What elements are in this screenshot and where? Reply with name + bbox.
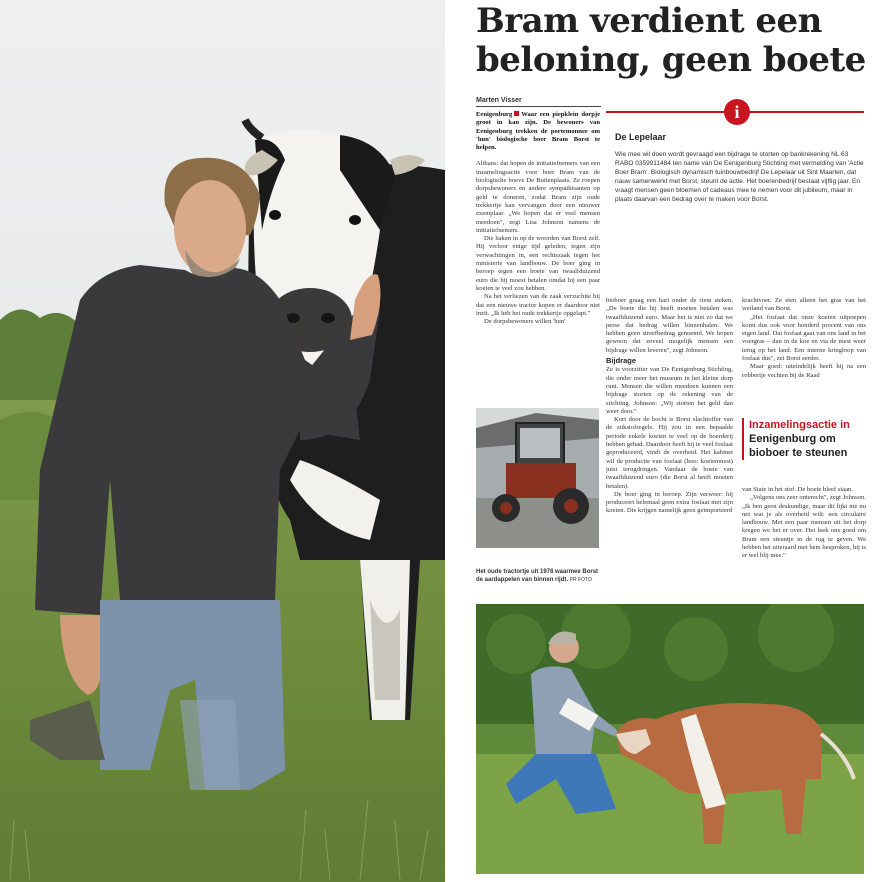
paragraph: „Het fosfaat dat onze koeien uitpoepen komt dus ook voor honderd procent van ons eigen land. Dat fosfaat gaat van ons land in het voergras – dan in de koe en via de mest weer terug op het land. Een interne kringloop van fosfaat dus", zei Borst eerder. — [742, 313, 866, 363]
article-intro — [476, 111, 600, 152]
pull-quote-highlight: Inzamelingsactie in — [749, 419, 850, 431]
article-column-1 — [476, 111, 600, 326]
paragraph: De dorpsbewoners willen 'hun' — [484, 318, 566, 326]
byline: Marten Visser — [476, 97, 522, 104]
paragraph: Maar goed: uiteindelijk heeft hij na een robbertje vechten bij de Raad — [742, 363, 866, 379]
dateline-marker — [514, 111, 519, 116]
caption-text: Het oude tractortje uit 1978 waarmee Borst de aardappelen van binnen rijdt. — [476, 569, 599, 583]
newspaper-clipping — [458, 0, 882, 882]
article-column-3 — [742, 297, 866, 380]
pull-quote-text: Eenigenburg om bioboer te steunen — [749, 433, 848, 459]
article-headline: Bram verdient een beloning, geen boete — [476, 1, 866, 80]
article-column-2 — [606, 297, 733, 516]
paragraph: van State in het stof. De boete bleef staan. — [742, 486, 853, 493]
paragraph: Na het verliezen van de zaak verzuchtte hij dat een nieuwe tractor kopen er daardoor niet inzit. „Ik heb het oude trekkertje opgelapt." — [476, 293, 600, 317]
article-column-3b — [742, 486, 866, 561]
paragraph: Ze is voorzitter van De Eenigenburg Stichting, die onder meer het museum in het kleine dorp runt. Mensen die willen meedoen kunnen een bijdrage storten op de rekening van de stichting. Johnson: „Wij storten het geld dan weer door." — [606, 366, 733, 415]
pull-quote — [742, 418, 874, 460]
info-icon: i — [724, 99, 750, 125]
tractor-photo — [476, 408, 599, 548]
paragraph: krachtvoer. Ze eten alleen het gras van het weiland van Borst. — [742, 297, 866, 313]
paragraph: bioboer graag een hart onder de riem steken. „De boete die hij heeft moeten betalen was twaalfduizend euro. Maar het is niet zo dat we perse dat bedrag willen binnenhalen. We hebben geen streefbedrag genoemd. We hopen gewoon dat zoveel mogelijk mensen een bijdrage willen leveren", zegt Johnson. — [606, 297, 733, 354]
info-box-title: De Lepelaar — [615, 132, 667, 142]
paragraph: „Volgens ons zeer onterecht", zegt Johnson. „Ik ben geen deskundige, maar dit lijkt me nu net wat je als overheid wilt: een circulaire landbouw. Met een paar mensen uit het dorp kregen we het er over. Het leek ons goed om Bram een steuntje in de rug te geven. We hebben het uiteraard met hem besproken, hij is er wel blij mee." — [742, 494, 866, 560]
dateline-place: Eenigenburg — [476, 111, 513, 118]
byline-divider — [476, 106, 601, 107]
paragraph: Althans: dat hopen de initiatiefnemers van een inzamelingsactie voor boer Bram van de biologische boeve De Buitenplaats. Ze roepen dorpsbewoners en andere sympathisanten op geld te doneren, zodat Bram zijn oude trekkertje kan vervangen door een nieuwer exemplaar. „We hopen dat er veel mensen meedoen", zegt Lisa Johnson namens de initiatiefnemers. — [476, 160, 600, 234]
section-subhead: Bijdrage — [606, 356, 637, 366]
paragraph: Kort door de bocht is Borst slachtoffer van de stikstofregels. Hij zou in een bepaalde periode enkele koeien te veel op de boerderij hebben gehad. Daardoor heeft hij te veel fosfaat geproduceerd, vindt de overheid. Het kabinet wil de productie van fosfaat (lees: koeienmest) juist terugdringen. Vandaar de boete van twaalfduizend euro (die Borst al heeft moeten betalen). — [606, 416, 733, 490]
tractor-caption — [476, 568, 599, 584]
intro-text: Waar een piepklein dorpje groot in kan zijn. De bewoners van Eenigenburg trekken de portemonnee om 'hun' biologische boer Bram Borst te helpen. — [476, 111, 600, 152]
caption-credit: PR FOTO — [569, 577, 592, 583]
info-box-text: Wie mee wil doen wordt gevraagd een bijdrage te storten op bankrekening NL 63 RABO 0359911484 ten name van De Eenigenburg Stichting met vermelding van 'Actie Boer Bram'. Biologisch dynamisch tuinbouwbedrijf De Lepelaar uit Sint Maarten, dat nauw samenwerkt met Borst, steunt de actie. Het boerenbedrijf bestaat vijftig jaar. En vraagt mensen geen bloemen of cadeaus mee te nemen voor dit jubileum, maar in plaats daarvan een bedrag over te maken voor Borst. — [615, 151, 864, 203]
paragraph: Die haken in op de woorden van Borst zelf. Hij verloor enige tijd geleden, tegen zijn verwachtingen in, een rechtszaak tegen het ministerie van landbouw. De boer ging in beroep tegen een boete van twaalfduizend euro die hij moest betalen omdat hij een paar koeien te veel zou hebben. — [476, 235, 600, 292]
paragraph: De boer ging in beroep. Zijn verweer: hij produceert helemaal geen extra fosfaat met zijn koeien. Die krijgen namelijk geen geïmporteerd — [606, 490, 733, 515]
calf-feeding-photo — [476, 604, 864, 874]
